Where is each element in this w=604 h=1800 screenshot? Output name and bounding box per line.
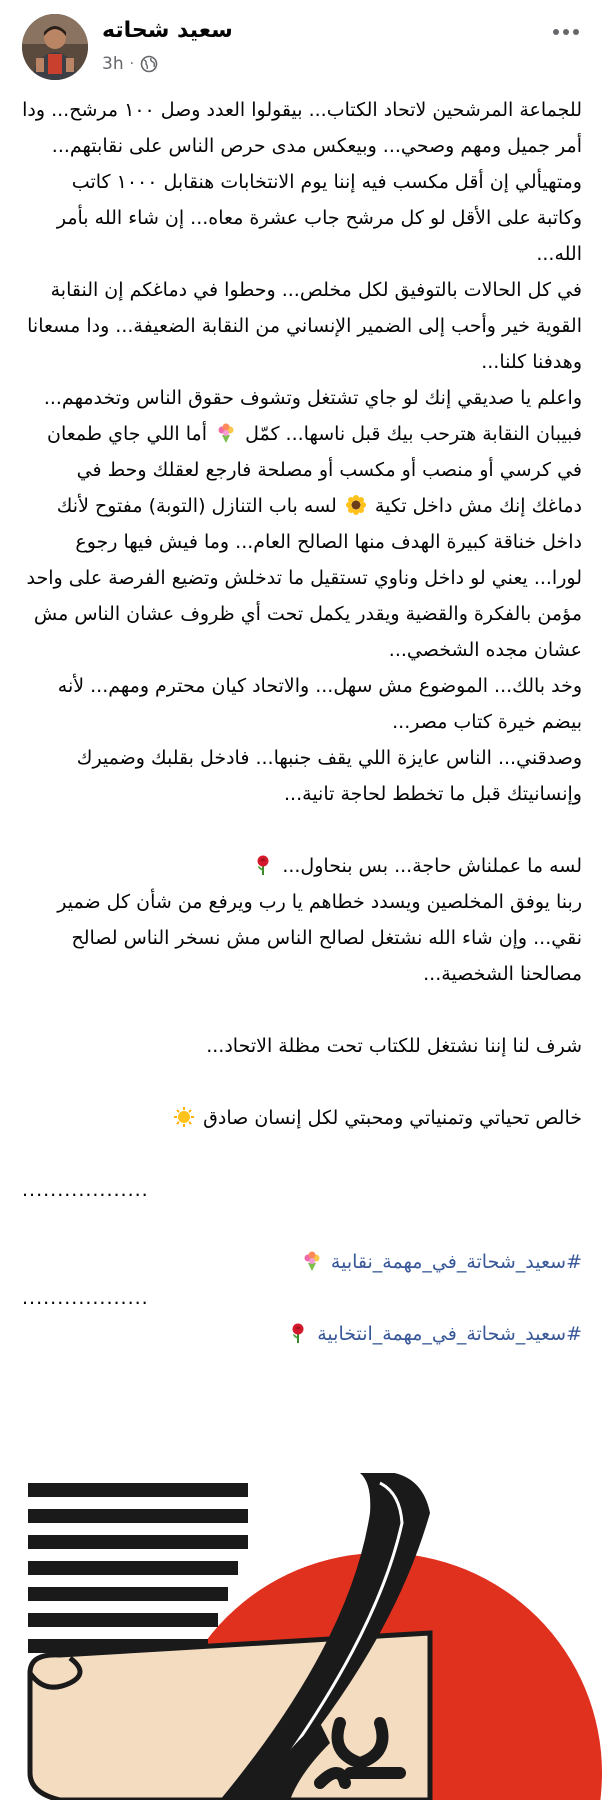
author-name[interactable]: سعيد شحاته (102, 18, 233, 43)
bouquet-emoji (301, 1250, 323, 1272)
more-dot (563, 29, 569, 35)
rose-emoji (252, 854, 274, 876)
post-image[interactable] (0, 1473, 604, 1800)
hashtag-line (22, 1244, 582, 1280)
more-dot (573, 29, 579, 35)
post-text-segment: خالص تحياتي وتمنياتي ومحبتي لكل إنسان صادق (203, 1107, 582, 1129)
post-text-segment: لسه باب التنازل (التوبة) مفتوح لأنك داخل خناقة كبيرة الهدف منها الصالح العام... وما فيش فيها رجوع لورا... يعني لو داخل وناوي تستقيل ما تدخلش وتضيع الفرصة على واحد مؤمن بالفكرة والقضية ويقدر يكمل تحت أي ظروف عشان الناس مش عشان مجده الشخصي... (26, 495, 582, 661)
post-paragraph: في كل الحالات بالتوفيق لكل مخلص... وحطوا في دماغكم إن النقابة القوية خير وأحب إلى الضمير الإنساني من النقابة الضعيفة... ودا مسعانا وهدفنا كلنا... (27, 279, 582, 373)
paragraph-gap (22, 992, 582, 1028)
post-text-segment: أما اللي جاي طمعان في كرسي أو منصب أو مكسب أو مصلحة فارجع لعقلك وحط في دماغك إنك مش داخل تكية (47, 423, 582, 517)
sunflower-emoji (345, 494, 367, 516)
post-paragraph: وصدقني... الناس عايزة اللي يقف جنبها... فادخل بقلبك وضميرك وإنسانيتك قبل ما تخطط لحاجة تانية... (76, 747, 582, 805)
post-paragraph: للجماعة المرشحين لاتحاد الكتاب... بيقولوا العدد وصل ١٠٠ مرشح... ودا أمر جميل ومهم وصحي... وبيعكس مدى حرص الناس على نقابتهم... ومتهيألي إن أقل مكسب فيه إننا يوم الانتخابات هنقابل ١٠٠٠ كاتب وكاتبة على الأقل لو كل مرشح جاب عشرة معاه... إن شاء الله بأمر الله... (22, 99, 582, 265)
sun-emoji (173, 1106, 195, 1128)
post-paragraph (22, 848, 582, 884)
paragraph-gap (22, 1136, 582, 1172)
post-text-segment: لسه ما عملناش حاجة... بس بنحاول... (282, 855, 582, 877)
paragraph-gap (22, 812, 582, 848)
post-paragraph: وخد بالك... الموضوع مش سهل... والاتحاد كيان محترم ومهم... لأنه بيضم خيرة كتاب مصر... (57, 675, 582, 733)
post-text (22, 92, 582, 1352)
more-dot (553, 29, 559, 35)
post-header (0, 14, 604, 84)
bouquet-emoji (215, 422, 237, 444)
post-paragraph: شرف لنا إننا نشتغل للكتاب تحت مظلة الاتحاد... (206, 1035, 582, 1057)
post-time[interactable]: 3h (102, 54, 124, 74)
dotted-separator: .................. (22, 1287, 149, 1309)
author-avatar[interactable] (22, 14, 88, 80)
hashtag-link[interactable]: #سعيد_شحاتة_في_مهمة_نقابية (330, 1251, 582, 1273)
post-meta (102, 54, 158, 74)
paragraph-gap (22, 1064, 582, 1100)
post-paragraph (22, 1100, 582, 1136)
more-options-button[interactable] (544, 18, 588, 46)
post-paragraph: ربنا يوفق المخلصين ويسدد خطاهم يا رب ويرفع من شأن كل ضمير نقي... وإن شاء الله نشتغل لصالح الناس مش نسخر الناس لصالح مصالحنا الشخصية... (57, 891, 582, 985)
rose-emoji (287, 1322, 309, 1344)
dotted-separator: .................. (22, 1179, 149, 1201)
post-text-segment: واعلم يا صديقي إنك لو جاي تشتغل وتشوف حقوق الناس وتخدمهم... فبيبان النقابة هترحب بيك قبل ناسها... كمّل (43, 387, 582, 445)
globe-icon[interactable] (140, 55, 158, 73)
paragraph-gap (22, 1208, 582, 1244)
post-paragraph (22, 380, 582, 668)
meta-separator: · (129, 56, 135, 72)
writers-union-logo (0, 1473, 604, 1800)
hashtag-link[interactable]: #سعيد_شحاتة_في_مهمة_انتخابية (317, 1323, 582, 1345)
hashtag-line (22, 1316, 582, 1352)
